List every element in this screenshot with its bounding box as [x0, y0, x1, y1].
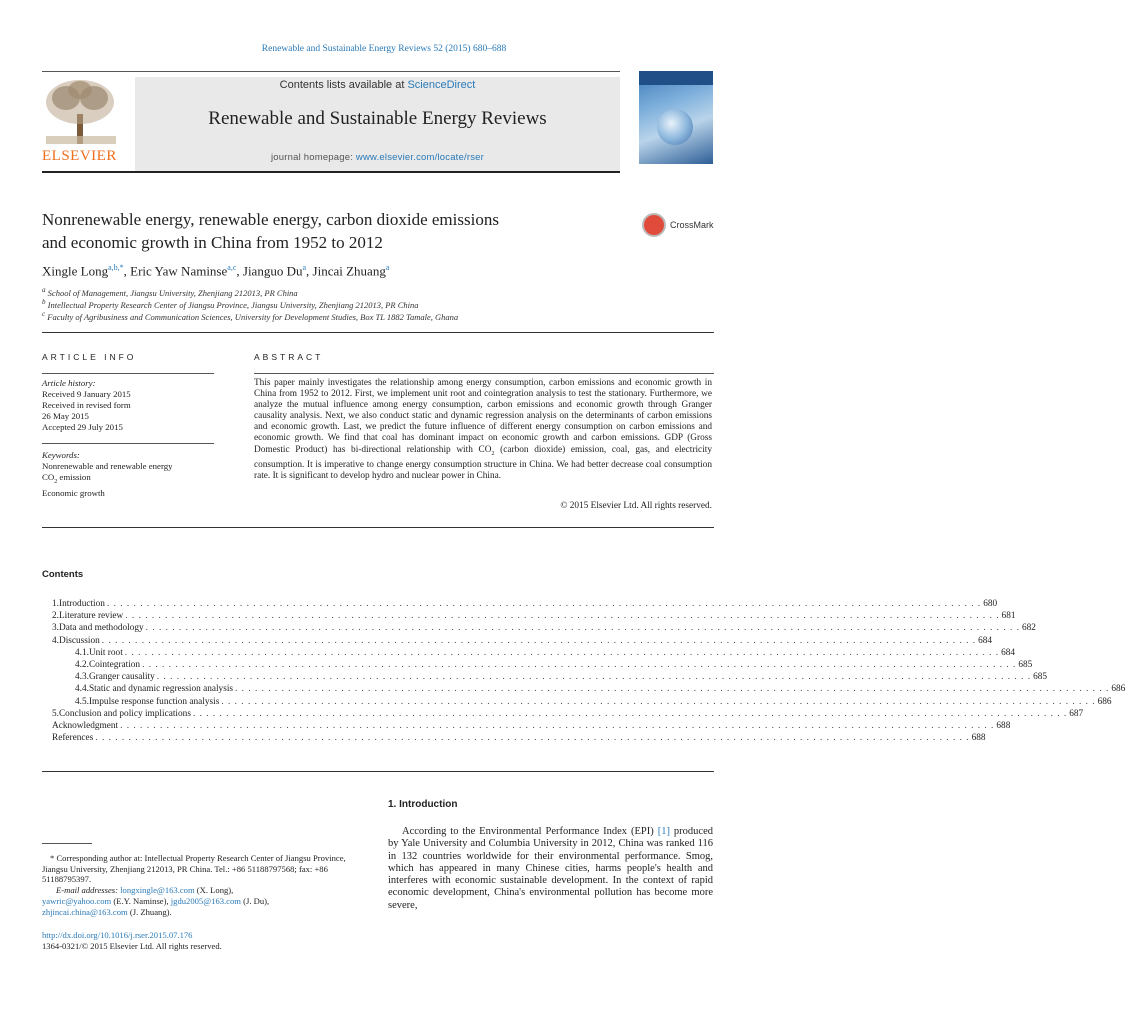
- toc-number: 4.4.: [75, 684, 89, 695]
- toc-entry[interactable]: [42, 696, 1112, 708]
- toc-number: 4.5.: [75, 696, 89, 707]
- header-top-rule: [42, 71, 620, 72]
- article-history: Article history: Received 9 January 2015 Received in revised form 26 May 2015 Accepted 29 July 2015: [42, 378, 131, 432]
- toc-entry[interactable]: [42, 732, 986, 744]
- doi-link[interactable]: http://dx.doi.org/10.1016/j.rser.2015.07.176: [42, 930, 193, 940]
- toc-label[interactable]: Impulse response function analysis: [88, 696, 220, 707]
- toc-number: 4.3.: [75, 672, 89, 683]
- toc-entry[interactable]: [42, 622, 1036, 634]
- toc-page: 684: [1001, 647, 1016, 658]
- abstract-text: This paper mainly investigates the relationship among energy consumption, carbon emissions and economic growth in China from 1952 to 2012. First, we implement unit root and cointegration analysis to test the stationary. Furthermore, we analyze the mutual influence among energy consumption, carbon emissions and economic growth through Granger causality analysis. Next, we also conduct static and dynamic regression analysis on the determinants of carbon emissions and economic growth. Last, we predict the future influence of different energy consumption on carbon emissions and economic growth. We find that coal has dominant impact on economic growth and carbon emissions. GDP (Gross Domestic Product) has bi-directional relationship with $CO_2$ (carbon dioxide) emission, coal, gas, and electricity consumption. It is imperative to change energy consumption structure in China. We had better decrease coal consumption rate. It is significant to develop hydro and nuclear power in China.: [254, 378, 713, 481]
- toc-leader-dots: . . . . . . . . . . . . . . . . . . . . . . . . . . . . . . . . . . . . . . . . . . . . . . . . . . . . . . . . . . . . . . . . . . . . . . . . . . . . . . . . . . . . . . . . . . . . . . . . . . . . . . . . . . . . . . . . . . . . . . . . . . . . . . . . . . . .: [142, 659, 1017, 670]
- email-link[interactable]: longxingle@163.com: [120, 885, 195, 896]
- divider: [42, 373, 214, 374]
- intro-heading: 1. Introduction: [388, 799, 458, 810]
- affiliation-a: $^a$ School of Management, Jiangsu University, Zhenjiang 212013, PR China: [42, 286, 298, 298]
- toc-page: 685: [1033, 672, 1048, 683]
- toc-leader-dots: . . . . . . . . . . . . . . . . . . . . . . . . . . . . . . . . . . . . . . . . . . . . . . . . . . . . . . . . . . . . . . . . . . . . . . . . . . . . . . . . . . . . . . . . . . . . . . . . . . . . . . . . . . . . . . . . . . . . . . . . . . . . . . . . . . . .: [101, 635, 977, 646]
- abstract-heading: ABSTRACT: [254, 352, 324, 362]
- elsevier-tree-logo: [42, 78, 120, 146]
- crossmark-icon: [642, 213, 666, 237]
- author-name[interactable]: Jincai Zhuang: [312, 263, 386, 279]
- divider: [42, 443, 214, 444]
- footnote-rule: [42, 843, 92, 844]
- toc-leader-dots: . . . . . . . . . . . . . . . . . . . . . . . . . . . . . . . . . . . . . . . . . . . . . . . . . . . . . . . . . . . . . . . . . . . . . . . . . . . . . . . . . . . . . . . . . . . . . . . . . . . . . . . . . . . . . . . . . . . . . . . . . . . . . . . . . . . .: [120, 720, 995, 731]
- author-affil-mark[interactable]: a: [302, 263, 307, 272]
- author-affil-mark[interactable]: a,b,*: [108, 263, 124, 272]
- toc-page: 686: [1097, 696, 1112, 707]
- toc-number: [42, 732, 52, 744]
- divider: [42, 332, 714, 333]
- toc-label[interactable]: References: [52, 733, 94, 744]
- toc-label[interactable]: Discussion: [58, 635, 100, 646]
- contents-title: Contents: [42, 569, 84, 580]
- elsevier-wordmark: ELSEVIER: [42, 148, 117, 164]
- toc-page: 686: [1111, 684, 1125, 695]
- toc-number: 4.: [52, 635, 59, 646]
- toc-number: [42, 720, 52, 732]
- toc-leader-dots: . . . . . . . . . . . . . . . . . . . . . . . . . . . . . . . . . . . . . . . . . . . . . . . . . . . . . . . . . . . . . . . . . . . . . . . . . . . . . . . . . . . . . . . . . . . . . . . . . . . . . . . . . . . . . . . . . . . . . . . . . . . . . . . . . . . .: [124, 647, 1000, 658]
- toc-leader-dots: . . . . . . . . . . . . . . . . . . . . . . . . . . . . . . . . . . . . . . . . . . . . . . . . . . . . . . . . . . . . . . . . . . . . . . . . . . . . . . . . . . . . . . . . . . . . . . . . . . . . . . . . . . . . . . . . . . . . . . . . . . . . . . . . . . . .: [95, 733, 970, 744]
- corresponding-footnote: * Corresponding author at: Intellectual Property Research Center of Jiangsu Province, Jiangsu University, Zhenjiang 212013, PR China. Tel.: +86 51188797568; fax: +86 51188795397. E-mail addresses: longxingle@163.com (X. Long), yawric@yahoo.com (E.Y. Naminse), jgdu2005@163.com (J. Du), zhjincai.china@163.com (J. Zhuang).: [42, 853, 346, 917]
- toc-label[interactable]: Acknowledgment: [52, 720, 119, 731]
- email-link[interactable]: zhjincai.china@163.com: [42, 906, 128, 917]
- toc-number: 2.: [52, 611, 59, 622]
- toc-entry[interactable]: [42, 610, 1016, 622]
- crossmark-button[interactable]: [642, 212, 714, 240]
- toc-label[interactable]: Static and dynamic regression analysis: [88, 684, 234, 695]
- journal-cover-image[interactable]: [639, 71, 713, 164]
- toc-entry[interactable]: [42, 708, 1084, 720]
- toc-leader-dots: . . . . . . . . . . . . . . . . . . . . . . . . . . . . . . . . . . . . . . . . . . . . . . . . . . . . . . . . . . . . . . . . . . . . . . . . . . . . . . . . . . . . . . . . . . . . . . . . . . . . . . . . . . . . . . . . . . . . . . . . . . . . . . . . . . . .: [192, 708, 1068, 719]
- toc-label[interactable]: Literature review: [58, 611, 124, 622]
- divider: [42, 771, 714, 772]
- toc-page: 684: [978, 635, 993, 646]
- author-name[interactable]: Jianguo Du: [242, 263, 303, 279]
- author-name[interactable]: Eric Yaw Naminse: [130, 263, 228, 279]
- email-link[interactable]: jgdu2005@163.com: [170, 895, 241, 906]
- toc-page: 680: [983, 599, 998, 609]
- cover-banner: [639, 71, 713, 85]
- toc-page: 688: [971, 733, 986, 744]
- author-name[interactable]: Xingle Long: [42, 263, 109, 279]
- journal-title: Renewable and Sustainable Energy Reviews: [208, 108, 547, 129]
- toc-entry[interactable]: [42, 635, 993, 647]
- toc-label[interactable]: Data and methodology: [58, 623, 144, 634]
- author-affil-mark[interactable]: a,c: [227, 263, 237, 272]
- toc-number: 3.: [52, 623, 59, 634]
- toc-leader-dots: . . . . . . . . . . . . . . . . . . . . . . . . . . . . . . . . . . . . . . . . . . . . . . . . . . . . . . . . . . . . . . . . . . . . . . . . . . . . . . . . . . . . . . . . . . . . . . . . . . . . . . . . . . . . . . . . . . . . . . . . . . . . . . . . . . . .: [125, 611, 1000, 622]
- toc-number: 5.: [52, 708, 59, 719]
- header-bottom-rule: [42, 171, 620, 173]
- toc-number: 4.2.: [75, 659, 89, 670]
- divider: [254, 373, 714, 374]
- toc-entry[interactable]: [42, 647, 1016, 659]
- journal-homepage: journal homepage: www.elsevier.com/locate/rser: [270, 152, 485, 163]
- sciencedirect-link[interactable]: ScienceDirect: [407, 79, 476, 91]
- toc-number: 1.: [52, 599, 59, 609]
- homepage-link[interactable]: www.elsevier.com/locate/rser: [355, 152, 485, 163]
- doi-block: [42, 930, 222, 952]
- toc-label[interactable]: Granger causality: [88, 672, 155, 683]
- article-info-heading: ARTICLE INFO: [42, 352, 137, 362]
- affiliation-c: $^c$ Faculty of Agribusiness and Communication Sciences, University for Development Studies, Box TL 1882 Tamale, Ghana: [42, 310, 459, 322]
- toc-page: 682: [1021, 623, 1036, 634]
- issn-line: 1364-0321/© 2015 Elsevier Ltd. All rights reserved.: [42, 941, 222, 951]
- toc-page: 688: [996, 720, 1011, 731]
- email-link[interactable]: yawric@yahoo.com: [42, 895, 112, 906]
- toc-leader-dots: . . . . . . . . . . . . . . . . . . . . . . . . . . . . . . . . . . . . . . . . . . . . . . . . . . . . . . . . . . . . . . . . . . . . . . . . . . . . . . . . . . . . . . . . . . . . . . . . . . . . . . . . . . . . . . . . . . . . . . . . . . . . . . . . . . . .: [221, 696, 1096, 707]
- toc-label[interactable]: Cointegration: [88, 659, 141, 670]
- toc-page: 687: [1069, 708, 1084, 719]
- table-of-contents: [42, 598, 1125, 744]
- reference-link[interactable]: [1]: [657, 826, 670, 837]
- toc-entry[interactable]: [42, 598, 998, 610]
- journal-reference[interactable]: Renewable and Sustainable Energy Reviews 52 (2015) 680–688: [261, 44, 507, 54]
- affiliation-b: $^b$ Intellectual Property Research Center of Jiangsu Province, Jiangsu University, Zhenjiang 212013, PR China: [42, 298, 419, 310]
- author-list: Xingle Long$^{a,b,*}$, Eric Yaw Naminse$^{a,c}$, Jianguo Du$^a$, Jincai Zhuang$^a$: [42, 263, 390, 279]
- toc-leader-dots: . . . . . . . . . . . . . . . . . . . . . . . . . . . . . . . . . . . . . . . . . . . . . . . . . . . . . . . . . . . . . . . . . . . . . . . . . . . . . . . . . . . . . . . . . . . . . . . . . . . . . . . . . . . . . . . . . . . . . . . . . . . . . . . . . . . .: [235, 684, 1110, 695]
- divider: [42, 527, 714, 528]
- intro-text: According to the Environmental Performance Index (EPI) [1] produced by Yale University and Columbia University in 2012, China was ranked 116 in 132 countries worldwide for their environmental performance. Smog, which has appeared in many Chinese cities, harms people's health and interferes with economic sustainable development. In the context of rapid economic development, China's environmental pollution has become more severe,: [388, 826, 713, 911]
- toc-number: 4.1.: [75, 647, 89, 658]
- toc-page: 685: [1018, 659, 1033, 670]
- author-affil-mark[interactable]: a: [385, 263, 390, 272]
- cover-globe-icon: [657, 109, 693, 145]
- keywords: Keywords: Nonrenewable and renewable energy $CO_2$ emission Economic growth: [42, 450, 173, 498]
- toc-entry[interactable]: [42, 683, 1125, 695]
- toc-label[interactable]: Conclusion and policy implications: [58, 708, 191, 719]
- toc-page: 681: [1001, 611, 1016, 622]
- toc-label[interactable]: Introduction: [58, 599, 105, 609]
- toc-entry[interactable]: [42, 671, 1048, 683]
- crossmark-label: CrossMark: [670, 220, 714, 230]
- article-title: Nonrenewable energy, renewable energy, carbon dioxide emissions and economic growth in China from 1952 to 2012: [42, 210, 499, 252]
- abstract-copyright: © 2015 Elsevier Ltd. All rights reserved.: [560, 501, 712, 511]
- toc-leader-dots: . . . . . . . . . . . . . . . . . . . . . . . . . . . . . . . . . . . . . . . . . . . . . . . . . . . . . . . . . . . . . . . . . . . . . . . . . . . . . . . . . . . . . . . . . . . . . . . . . . . . . . . . . . . . . . . . . . . . . . . . . . . . . . . . . . . .: [145, 623, 1020, 634]
- toc-entry[interactable]: [42, 659, 1033, 671]
- contents-available: Contents lists available at ScienceDirect: [279, 79, 476, 91]
- toc-leader-dots: . . . . . . . . . . . . . . . . . . . . . . . . . . . . . . . . . . . . . . . . . . . . . . . . . . . . . . . . . . . . . . . . . . . . . . . . . . . . . . . . . . . . . . . . . . . . . . . . . . . . . . . . . . . . . . . . . . . . . . . . . . . . . . . . . . . .: [156, 672, 1032, 683]
- toc-entry[interactable]: [42, 720, 1011, 732]
- toc-label[interactable]: Unit root: [88, 647, 123, 658]
- toc-leader-dots: . . . . . . . . . . . . . . . . . . . . . . . . . . . . . . . . . . . . . . . . . . . . . . . . . . . . . . . . . . . . . . . . . . . . . . . . . . . . . . . . . . . . . . . . . . . . . . . . . . . . . . . . . . . . . . . . . . . . . . . . . . . . . . . . . . . .: [106, 599, 982, 609]
